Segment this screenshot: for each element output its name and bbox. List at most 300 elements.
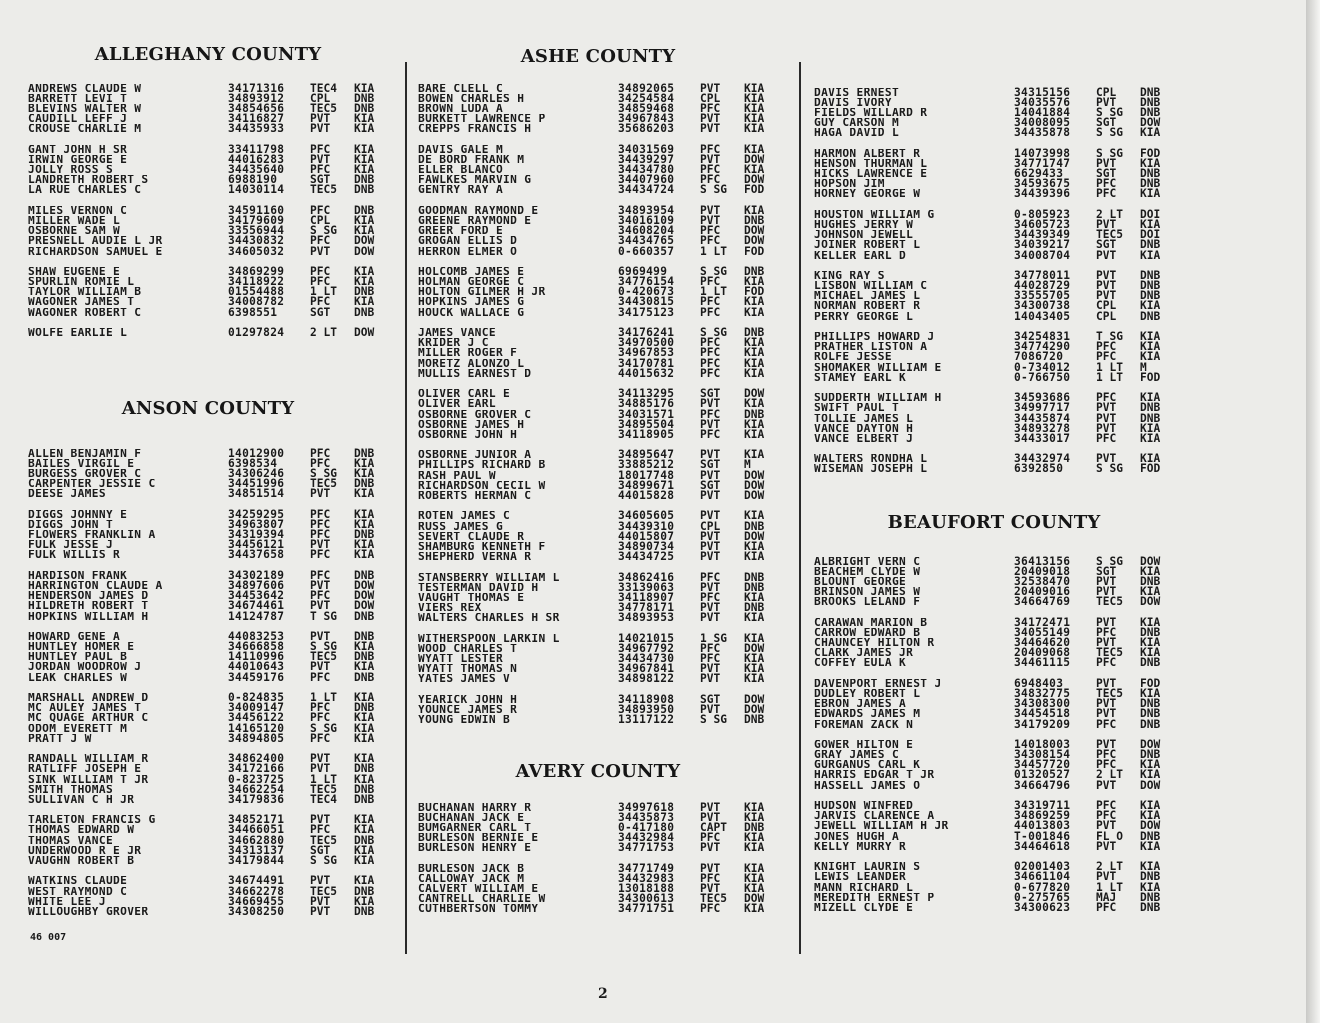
roster-entry xyxy=(418,641,780,655)
serial-number: 33139063 xyxy=(618,580,675,594)
roster-entry xyxy=(418,338,780,348)
serial-number: 34454518 xyxy=(1014,707,1071,721)
soldier-name: ALLEN BENJAMIN F xyxy=(28,449,142,460)
roster-entry xyxy=(814,750,1176,760)
rank: PFC xyxy=(1096,809,1117,823)
status-code: DOW xyxy=(1140,116,1161,130)
soldier-name: KING RAY S xyxy=(814,271,885,282)
rank: PVT xyxy=(310,487,331,501)
status-code: FOD xyxy=(1140,370,1161,384)
soldier-name: YEARICK JOHN H xyxy=(418,694,518,705)
status-code: DNB xyxy=(1140,289,1161,303)
serial-number: 34407960 xyxy=(618,173,675,187)
rank: PVT xyxy=(700,448,721,462)
rank: PVT xyxy=(1096,575,1117,589)
roster-entry xyxy=(814,464,1176,474)
status-code: DOW xyxy=(744,173,765,187)
soldier-name: BROOKS LELAND F xyxy=(814,597,921,608)
status-code: KIA xyxy=(744,801,765,814)
soldier-name: SHAMBURG KENNETH F xyxy=(418,541,546,552)
status-code: KIA xyxy=(354,660,375,674)
roster-group xyxy=(28,815,390,865)
roster-entry xyxy=(418,417,780,431)
rank: PVT xyxy=(310,752,331,766)
roster-entry xyxy=(28,185,390,195)
status-code: FOD xyxy=(1140,677,1161,691)
status-code: DOW xyxy=(354,579,375,593)
rank: PVT xyxy=(310,122,331,136)
serial-number: 44028729 xyxy=(1014,279,1071,293)
status-code: KIA xyxy=(1140,421,1161,435)
rank: PFC xyxy=(700,163,721,177)
soldier-name: CALLOWAY JACK M xyxy=(418,874,525,885)
roster-entry xyxy=(814,717,1176,731)
serial-number: 35686203 xyxy=(618,122,675,136)
status-code: DOW xyxy=(744,529,765,543)
roster-group xyxy=(814,557,1176,607)
serial-number: 34430815 xyxy=(618,295,675,309)
soldier-name: MILLER WADE L xyxy=(28,216,121,227)
rank: PFC xyxy=(1096,717,1117,731)
roster-group xyxy=(418,206,780,256)
serial-number: 34179844 xyxy=(228,853,285,867)
roster-entry xyxy=(418,84,780,94)
roster-group xyxy=(418,450,780,500)
serial-number: 34662278 xyxy=(228,884,285,898)
roster-entry xyxy=(814,597,1176,607)
rank: PVT xyxy=(1096,585,1117,599)
rank: SGT xyxy=(1096,238,1117,252)
soldier-name: DUDLEY ROBERT L xyxy=(814,689,921,700)
status-code: KIA xyxy=(1140,799,1161,813)
soldier-name: DIGGS JOHN T xyxy=(28,520,114,531)
roster-group xyxy=(28,876,390,916)
status-code: DNB xyxy=(354,92,375,106)
status-code: KIA xyxy=(744,811,765,825)
status-code: KIA xyxy=(744,122,765,136)
soldier-name: PHILLIPS RICHARD B xyxy=(418,460,546,471)
roster-entry xyxy=(814,88,1176,98)
soldier-name: ALBRIGHT VERN C xyxy=(814,557,921,568)
status-code: DNB xyxy=(1140,167,1161,181)
soldier-name: MEREDITH ERNEST P xyxy=(814,892,935,903)
soldier-name: HOPKINS WILLIAM H xyxy=(28,611,149,622)
rank: PFC xyxy=(310,447,331,460)
status-code: KIA xyxy=(354,640,375,654)
status-code: DOW xyxy=(744,153,765,167)
serial-number: 34897606 xyxy=(228,579,285,593)
soldier-name: WAGONER JAMES T xyxy=(28,297,135,308)
soldier-name: GREER FORD E xyxy=(418,226,504,237)
roster-entry xyxy=(28,84,390,94)
status-code: KIA xyxy=(354,843,375,857)
soldier-name: GREENE RAYMOND E xyxy=(418,216,532,227)
roster-group xyxy=(418,145,780,195)
roster-group xyxy=(814,393,1176,443)
soldier-name: PHILLIPS HOWARD J xyxy=(814,332,935,343)
status-code: DOI xyxy=(1140,208,1161,222)
rank: PFC xyxy=(310,265,331,279)
rank: SGT xyxy=(700,458,721,472)
soldier-name: CALVERT WILLIAM E xyxy=(418,884,539,895)
roster-entry xyxy=(418,478,780,492)
status-code: DOW xyxy=(354,599,375,613)
soldier-name: CARPENTER JESSIE C xyxy=(28,479,156,490)
rank: PVT xyxy=(1096,452,1117,466)
roster-entry xyxy=(418,427,780,441)
soldier-name: MORETZ ALONZO L xyxy=(418,358,525,369)
soldier-name: STAMEY EARL K xyxy=(814,372,907,383)
soldier-name: SULLIVAN C H JR xyxy=(28,794,135,805)
serial-number: 13018188 xyxy=(618,882,675,896)
roster-entry xyxy=(814,210,1176,220)
rank: 1 LT xyxy=(1096,370,1123,384)
rank: PFC xyxy=(700,336,721,350)
soldier-name: TESTERMAN DAVID H xyxy=(418,582,539,593)
serial-number: 34300623 xyxy=(1014,900,1071,914)
roster-entry xyxy=(28,114,390,124)
soldier-name: WAGONER ROBERT C xyxy=(28,307,142,318)
status-code: KIA xyxy=(744,366,765,380)
county-title-anson: ANSON COUNTY xyxy=(121,398,295,419)
rank: PFC xyxy=(310,143,331,157)
roster-group xyxy=(418,570,780,624)
serial-number: 34776154 xyxy=(618,275,675,289)
soldier-name: VIERS REX xyxy=(418,602,482,613)
roster-group xyxy=(814,801,1176,851)
rank: PVT xyxy=(1096,421,1117,435)
roster-entry xyxy=(418,600,780,614)
status-code: KIA xyxy=(744,631,765,645)
serial-number: 34302189 xyxy=(228,569,285,583)
status-code: KIA xyxy=(1140,860,1161,874)
roster-entry xyxy=(28,693,390,703)
serial-number: 34435873 xyxy=(618,811,675,825)
soldier-name: HENDERSON JAMES D xyxy=(28,591,149,602)
roster-entry xyxy=(28,328,390,338)
rank: T SG xyxy=(310,609,337,623)
rank: PVT xyxy=(1096,707,1117,721)
roster-entry xyxy=(28,550,390,560)
soldier-name: BURKETT LAWRENCE P xyxy=(418,114,546,125)
soldier-name: GRAY JAMES C xyxy=(814,750,900,761)
roster-group xyxy=(28,449,390,499)
status-code: DNB xyxy=(354,477,375,491)
roster-entry xyxy=(418,590,780,604)
roster-group xyxy=(814,618,1176,668)
status-code: KIA xyxy=(354,467,375,481)
serial-number: 33885212 xyxy=(618,458,675,472)
roster-entry xyxy=(28,731,390,745)
roster-entry xyxy=(28,244,390,258)
rank: PFC xyxy=(700,831,721,845)
soldier-name: PRATHER LISTON A xyxy=(814,342,928,353)
serial-number: 34963807 xyxy=(228,518,285,532)
serial-number: 34997717 xyxy=(1014,401,1071,415)
status-code: DNB xyxy=(354,630,375,644)
roster-entry xyxy=(28,297,390,307)
rank: PFC xyxy=(310,528,331,542)
serial-number: 44015807 xyxy=(618,529,675,543)
roster-group xyxy=(28,145,390,195)
status-code: KIA xyxy=(744,427,765,441)
rank: PFC xyxy=(1096,340,1117,354)
roster-entry xyxy=(814,699,1176,709)
roster-entry xyxy=(28,833,390,847)
soldier-name: SHOMAKER WILLIAM E xyxy=(814,362,942,373)
serial-number: 34116827 xyxy=(228,112,285,126)
status-code: KIA xyxy=(744,448,765,462)
roster-entry xyxy=(28,305,390,319)
roster-entry xyxy=(814,108,1176,118)
rank: 1 LT xyxy=(1096,360,1123,374)
serial-number: 34859468 xyxy=(618,102,675,116)
serial-number: 34118907 xyxy=(618,590,675,604)
rank: PVT xyxy=(1096,401,1117,415)
rank: 1 SG xyxy=(700,631,727,645)
serial-number: 13117122 xyxy=(618,712,675,726)
serial-number: 34852171 xyxy=(228,813,285,827)
soldier-name: KRIDER J C xyxy=(418,338,489,349)
rank: PFC xyxy=(310,518,331,532)
soldier-name: THOMAS VANCE xyxy=(28,835,114,846)
roster-alleghany xyxy=(28,84,390,349)
status-code: DNB xyxy=(1140,656,1161,670)
status-code: DNB xyxy=(354,183,375,197)
status-code: KIA xyxy=(744,295,765,309)
soldier-name: ODOM EVERETT M xyxy=(28,723,128,734)
rank: SGT xyxy=(1096,167,1117,181)
roster-entry xyxy=(418,823,780,833)
rank: PFC xyxy=(1096,900,1117,914)
serial-number: 34591160 xyxy=(228,204,285,218)
rank: PFC xyxy=(700,407,721,421)
rank: PFC xyxy=(310,569,331,583)
rank: PVT xyxy=(1096,248,1117,262)
serial-number: 34179209 xyxy=(1014,717,1071,731)
soldier-name: STANSBERRY WILLIAM L xyxy=(418,572,560,583)
serial-number: 36413156 xyxy=(1014,555,1071,568)
serial-number: 44013803 xyxy=(1014,819,1071,833)
serial-number: 34055149 xyxy=(1014,626,1071,640)
roster-group xyxy=(28,571,390,621)
rank: 1 LT xyxy=(310,285,337,299)
serial-number: 18017748 xyxy=(618,468,675,482)
status-code: DNB xyxy=(1140,309,1161,323)
serial-number: 34118908 xyxy=(618,692,675,706)
status-code: FOD xyxy=(744,183,765,197)
status-code: KIA xyxy=(744,872,765,886)
status-code: KIA xyxy=(744,336,765,350)
status-code: DNB xyxy=(354,782,375,796)
status-code: DOW xyxy=(744,468,765,482)
soldier-name: SHAW EUGENE E xyxy=(28,267,121,278)
soldier-name: WYATT THOMAS N xyxy=(418,663,518,674)
soldier-name: ANDREWS CLAUDE W xyxy=(28,84,142,95)
roster-entry xyxy=(814,839,1176,853)
roster-entry xyxy=(814,890,1176,904)
status-code: DOW xyxy=(1140,595,1161,609)
status-code: DNB xyxy=(744,570,765,584)
roster-entry xyxy=(28,904,390,918)
soldier-name: HARMON ALBERT R xyxy=(814,149,921,160)
rank: PVT xyxy=(310,813,331,827)
status-code: KIA xyxy=(744,305,765,319)
soldier-name: TAYLOR WILLIAM B xyxy=(28,287,142,298)
status-code: KIA xyxy=(744,417,765,431)
roster-entry xyxy=(814,169,1176,179)
serial-number: 34869259 xyxy=(1014,809,1071,823)
serial-number: 34893278 xyxy=(1014,421,1071,435)
rank: PFC xyxy=(700,427,721,441)
soldier-name: WISEMAN JOSEPH L xyxy=(814,464,928,475)
roster-entry xyxy=(28,267,390,277)
status-code: KIA xyxy=(1140,391,1161,405)
soldier-name: GOWER HILTON E xyxy=(814,740,914,751)
soldier-name: JOHNSON JEWELL xyxy=(814,230,914,241)
soldier-name: SUDDERTH WILLIAM H xyxy=(814,393,942,404)
status-code: KIA xyxy=(1140,187,1161,201)
roster-entry xyxy=(814,128,1176,138)
rank: PFC xyxy=(700,641,721,655)
roster-entry xyxy=(418,244,780,258)
serial-number: 34862416 xyxy=(618,570,675,584)
rank: PVT xyxy=(700,204,721,218)
serial-number: 14012900 xyxy=(228,447,285,460)
rank: PFC xyxy=(310,234,331,248)
rank: PVT xyxy=(1096,636,1117,650)
rank: PFC xyxy=(1096,656,1117,670)
roster-entry xyxy=(28,155,390,165)
roster-group xyxy=(814,88,1176,138)
roster-group xyxy=(418,631,780,685)
status-code: KIA xyxy=(744,102,765,116)
rank: PFC xyxy=(1096,350,1117,364)
status-code: DNB xyxy=(354,904,375,918)
soldier-name: BURLESON JACK B xyxy=(418,864,525,875)
rank: PVT xyxy=(700,549,721,563)
status-code: DNB xyxy=(354,102,375,116)
rank: PVT xyxy=(1096,269,1117,283)
status-code: KIA xyxy=(744,143,765,157)
status-code: KIA xyxy=(744,204,765,218)
rank: S SG xyxy=(700,265,727,279)
rank: PVT xyxy=(1096,738,1117,752)
status-code: KIA xyxy=(354,691,375,705)
soldier-name: ROLFE JESSE xyxy=(814,352,892,363)
serial-number: 14124787 xyxy=(228,609,285,623)
serial-number: 44015828 xyxy=(618,488,675,502)
status-code: KIA xyxy=(354,143,375,157)
soldier-name: OSBORNE JOHN H xyxy=(418,429,518,440)
serial-number: 34851514 xyxy=(228,487,285,501)
roster-entry xyxy=(418,580,780,594)
rank: PFC xyxy=(700,366,721,380)
soldier-name: CLARK JAMES JR xyxy=(814,648,914,659)
status-code: FOD xyxy=(744,244,765,258)
soldier-name: HOUSTON WILLIAM G xyxy=(814,210,935,221)
roster-entry xyxy=(814,618,1176,628)
status-code: KIA xyxy=(354,894,375,908)
roster-entry xyxy=(418,104,780,114)
serial-number: 34008782 xyxy=(228,295,285,309)
roster-entry xyxy=(814,291,1176,301)
soldier-name: HUDSON WINFRED xyxy=(814,801,914,812)
rank: PVT xyxy=(1096,289,1117,303)
roster-entry xyxy=(28,236,390,246)
soldier-name: BEACHEM CLYDE W xyxy=(814,567,921,578)
soldier-name: EDWARDS JAMES M xyxy=(814,709,921,720)
status-code: DNB xyxy=(744,407,765,421)
serial-number: 34461115 xyxy=(1014,656,1071,670)
roster-group xyxy=(814,862,1176,912)
roster-entry xyxy=(418,356,780,370)
soldier-name: RASH PAUL W xyxy=(418,470,496,481)
soldier-name: UNDERWOOD R E JR xyxy=(28,845,142,856)
roster-entry xyxy=(28,721,390,735)
rank: S SG xyxy=(310,853,337,867)
soldier-name: OSBORNE GROVER C xyxy=(418,409,532,420)
soldier-name: HUNTLEY HOMER E xyxy=(28,642,135,653)
soldier-name: BURGESS GROVER C xyxy=(28,469,142,480)
serial-number: 34593675 xyxy=(1014,177,1071,191)
soldier-name: DIGGS JOHNNY E xyxy=(28,510,128,521)
status-code: KIA xyxy=(354,538,375,552)
roster-group xyxy=(814,454,1176,474)
status-code: DOW xyxy=(744,892,765,906)
rank: PFC xyxy=(700,902,721,916)
rank: PVT xyxy=(1096,778,1117,792)
roster-alamance-continued xyxy=(814,88,1176,485)
status-code: KIA xyxy=(354,112,375,126)
roster-anson xyxy=(28,449,390,927)
roster-entry xyxy=(418,124,780,134)
status-code: KIA xyxy=(1140,880,1161,894)
soldier-name: FOREMAN ZACK N xyxy=(814,719,914,730)
status-code: KIA xyxy=(354,224,375,238)
roster-entry xyxy=(814,301,1176,311)
soldier-name: BRINSON JAMES W xyxy=(814,587,921,598)
serial-number: 0-417180 xyxy=(618,821,675,835)
status-code: KIA xyxy=(1140,585,1161,599)
soldier-name: WOOD CHARLES T xyxy=(418,643,518,654)
serial-number: 34432983 xyxy=(618,872,675,886)
soldier-name: BUCHANAN HARRY R xyxy=(418,803,532,814)
roster-entry xyxy=(418,529,780,543)
status-code: KIA xyxy=(1140,616,1161,630)
serial-number: 34970500 xyxy=(618,336,675,350)
roster-group xyxy=(418,328,780,378)
soldier-name: WOLFE EARLIE L xyxy=(28,328,128,339)
roster-group xyxy=(814,740,1176,790)
roster-group xyxy=(418,511,780,561)
serial-number: 34313137 xyxy=(228,843,285,857)
soldier-name: GUY CARSON M xyxy=(814,118,900,129)
roster-entry xyxy=(28,287,390,297)
soldier-name: PRESNELL AUDIE L JR xyxy=(28,236,163,247)
status-code: DNB xyxy=(744,265,765,279)
status-code: KIA xyxy=(744,862,765,876)
serial-number: 34300738 xyxy=(1014,299,1071,313)
status-code: DNB xyxy=(1140,177,1161,191)
soldier-name: YOUNCE JAMES R xyxy=(418,704,518,715)
serial-number: 34894805 xyxy=(228,731,285,745)
rank: PVT xyxy=(310,874,331,888)
roster-entry xyxy=(814,628,1176,638)
status-code: DNB xyxy=(1140,575,1161,589)
roster-entry xyxy=(814,658,1176,668)
soldier-name: MC QUAGE ARTHUR C xyxy=(28,713,149,724)
